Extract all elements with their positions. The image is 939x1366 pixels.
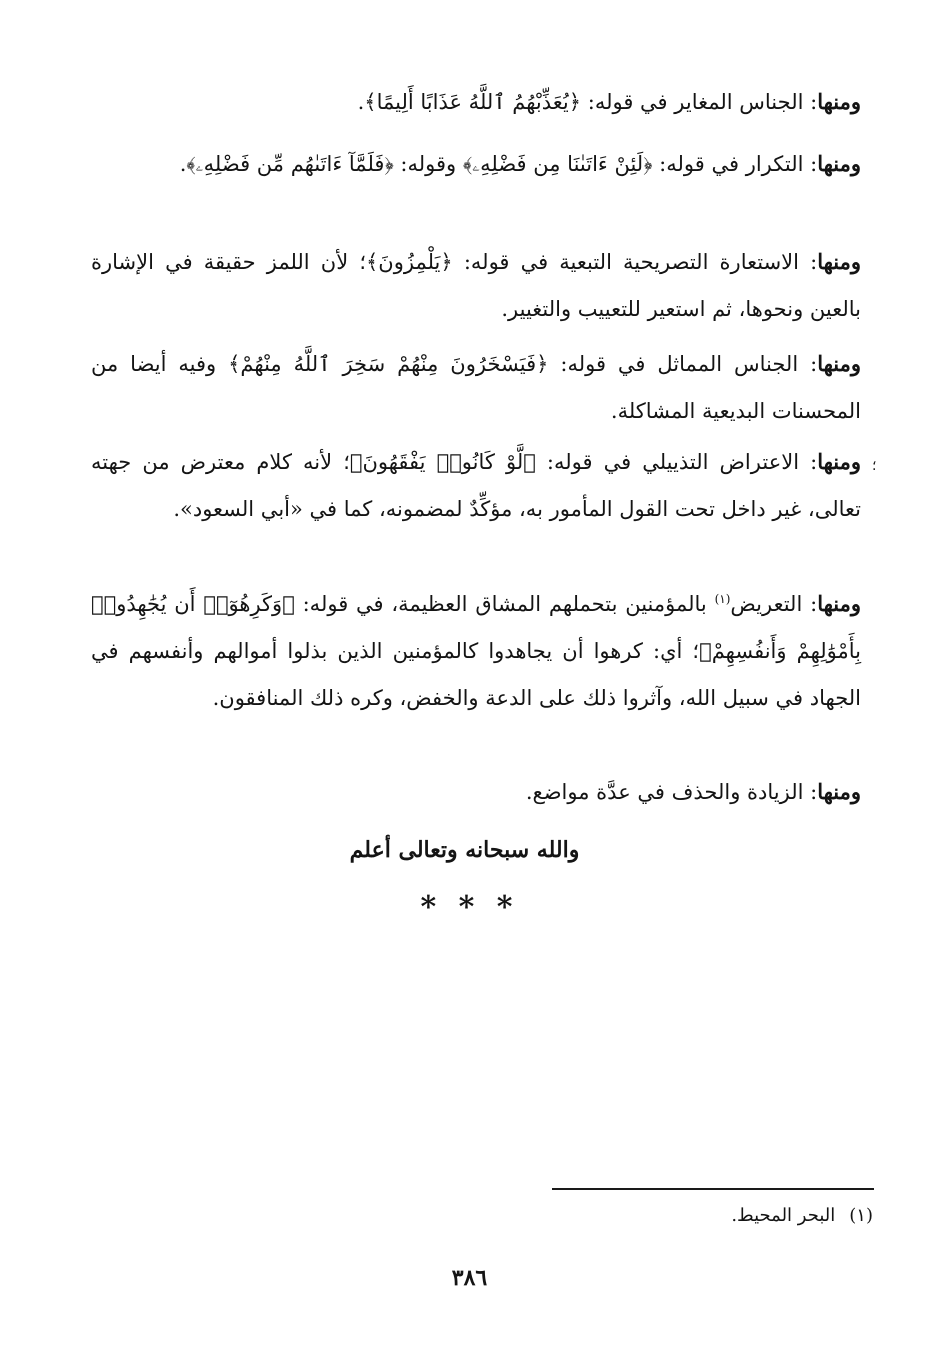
- margin-mark: ؛: [872, 458, 877, 474]
- footnote-reference[interactable]: (١): [714, 592, 731, 606]
- paragraph-addition-omission: [91, 768, 861, 816]
- paragraph-lead: ومنها: [817, 249, 861, 274]
- closing-formula: والله سبحانه وتعالى أعلم: [349, 837, 580, 863]
- paragraph-lead: ومنها: [817, 89, 861, 114]
- paragraph-allusion: [91, 580, 861, 722]
- paragraph-repetition: [91, 140, 861, 188]
- footnote-number: (١): [849, 1205, 873, 1226]
- paragraph-text: : التكرار في قوله: ﴿لَئِنْ ءَاتَىٰنَا مِن فَضْلِهِۦ﴾ وقوله: ﴿فَلَمَّآ ءَاتَىٰهُم مِّن فَضْلِهِۦ﴾.: [179, 152, 818, 176]
- paragraph-lead: ومنها: [817, 779, 861, 804]
- paragraph-lead: ومنها: [817, 449, 861, 474]
- page-number: ٣٨٦: [451, 1265, 488, 1291]
- footnote: [373, 1201, 873, 1231]
- section-separator: * * *: [420, 890, 519, 925]
- paragraph-parenthesis: [91, 438, 861, 533]
- paragraph-text: : الزيادة والحذف في عدَّة مواضع.: [525, 780, 818, 804]
- paragraph-text: : التعريض: [730, 592, 818, 616]
- footnote-divider: [552, 1188, 874, 1190]
- paragraph-identical-homonymy: [91, 340, 861, 435]
- paragraph-lead: ومنها: [817, 591, 861, 616]
- paragraph-lead: ومنها: [817, 351, 861, 376]
- paragraph-text: : الجناس المماثل في قوله: ﴿فَيَسْخَرُونَ مِنْهُمْ سَخِرَ ٱللَّهُ مِنْهُمْ﴾ وفيه أيضا من المحسنات البديعية المشاكلة.: [91, 352, 861, 423]
- paragraph-homonymy: [91, 78, 861, 126]
- paragraph-metaphor: [91, 238, 861, 333]
- footnote-text: البحر المحيط.: [731, 1205, 836, 1226]
- paragraph-text: : الجناس المغاير في قوله: ﴿يُعَذِّبْهُمُ ٱللَّهُ عَذَابًا أَلِيمًا﴾.: [357, 90, 818, 114]
- paragraph-text: : الاعتراض التذييلي في قوله: ﴿لَّوْ كَانُوا۟ يَفْقَهُونَ﴾؛ لأنه كلام معترض من جهته تعالى، غير داخل تحت القول المأمور به، مؤكِّدٌ لمضمونه، كما في «أبي السعود».: [91, 450, 861, 521]
- paragraph-text: : الاستعارة التصريحية التبعية في قوله: ﴿يَلْمِزُونَ﴾؛ لأن اللمز حقيقة في الإشارة بالعين ونحوها، ثم استعير للتعييب والتغيير.: [91, 250, 861, 321]
- paragraph-text: بالمؤمنين بتحملهم المشاق العظيمة، في قوله: ﴿وَكَرِهُوٓا۟ أَن يُجَٰهِدُوا۟ بِأَمْوَٰلِهِمْ وَأَنفُسِهِمْ﴾؛ أي: كرهوا أن يجاهدوا كالمؤمنين الذين بذلوا أموالهم وأنفسهم في الجهاد في سبيل الله، وآثروا ذلك على الدعة والخفض، وكره ذلك المنافقون.: [91, 592, 861, 710]
- paragraph-lead: ومنها: [817, 151, 861, 176]
